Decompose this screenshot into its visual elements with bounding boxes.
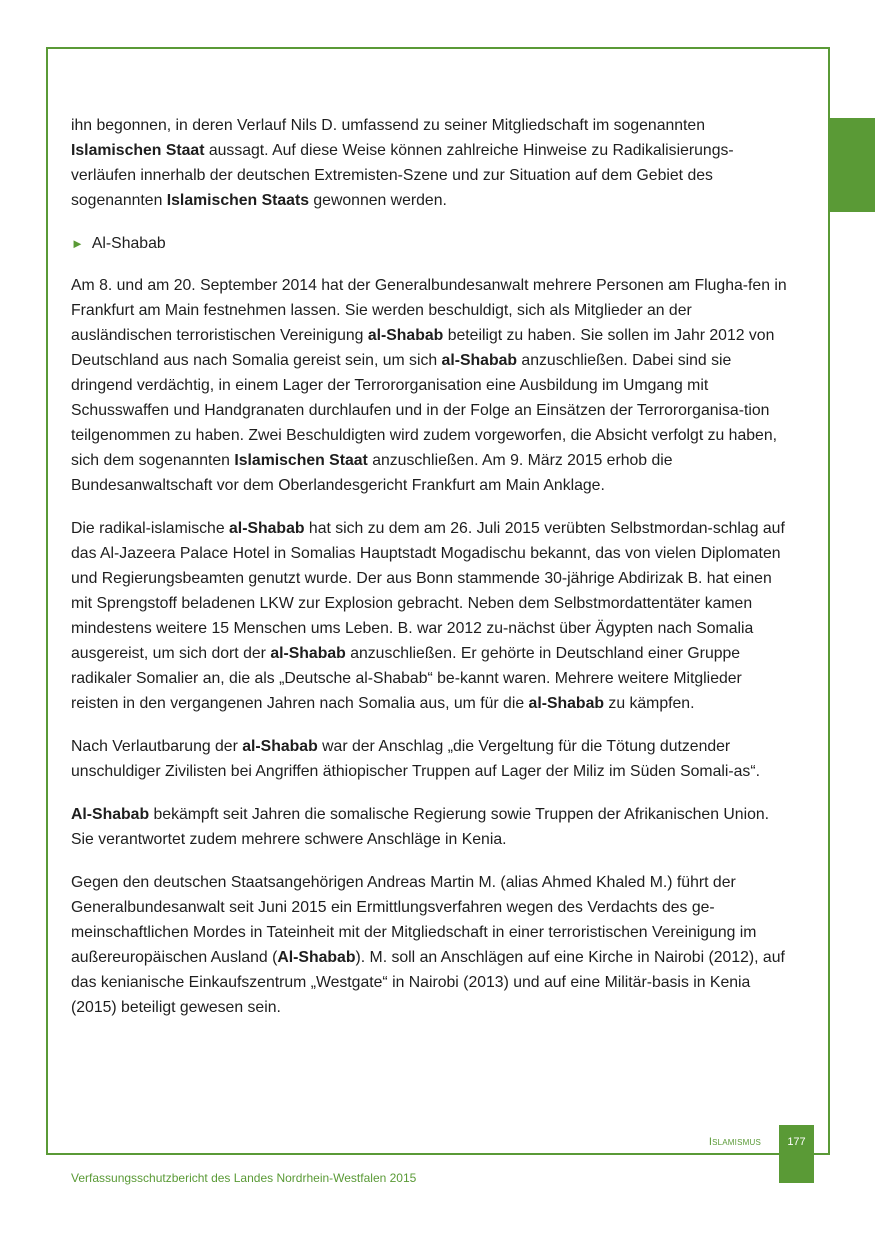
- paragraph-1: ihn begonnen, in deren Verlauf Nils D. umfassend zu seiner Mitgliedschaft im sogenannten Islamischen Staat aussagt. Auf diese Weise können zahlreiche Hinweise zu Radikalisierungs-verläufen innerhalb der deutschen Extremisten-Szene und zur Situation auf dem Gebiet des sogenannten Islamischen Staats gewonnen werden.: [71, 117, 734, 209]
- section-heading-label: Al-Shabab: [91, 235, 166, 252]
- page-number-box: [779, 1125, 814, 1183]
- paragraph-3: Die radikal-islamische al-Shabab hat sich zu dem am 26. Juli 2015 verübten Selbstmordan-schlag auf das Al-Jazeera Palace Hotel in Somalias Hauptstadt Mogadischu bekannt, das von vielen Diplomaten und Regierungsbeamten genutzt wurde. Der aus Bonn stammende 30-jährige Abdirizak B. hat einen mit Sprengstoff beladenen LKW zur Explosion gebracht. Neben dem Selbstmordattentäter kamen mindestens weitere 15 Menschen ums Leben. B. war 2012 zu-nächst über Ägypten nach Somalia ausgereist, um sich dort der al-Shabab anzuschließen. Er gehörte in Deutschland einer Gruppe radikaler Somalier an, die als „Deutsche al-Shabab“ be-kannt waren. Mehrere weitere Mitglieder reisten in den vergangenen Jahren nach Somalia aus, um für die al-Shabab zu kämpfen.: [71, 520, 785, 712]
- publication-footer: Verfassungsschutzbericht des Landes Nordrhein-Westfalen 2015: [71, 1171, 417, 1185]
- section-heading-al-shabab: [71, 231, 791, 256]
- paragraph-4: Nach Verlautbarung der al-Shabab war der Anschlag „die Vergeltung für die Tötung dutzender unschuldiger Zivilisten bei Angriffen äthiopischer Truppen auf Lager der Miliz im Süden Somali-as“.: [71, 738, 760, 780]
- running-section-title: Islamismus: [708, 1136, 761, 1148]
- paragraph-5: Al-Shabab bekämpft seit Jahren die somalische Regierung sowie Truppen der Afrikanischen Union. Sie verantwortet zudem mehrere schwere Anschläge in Kenia.: [71, 806, 770, 848]
- page-number: 177: [787, 1136, 806, 1148]
- triangle-bullet-icon: ►: [71, 236, 84, 251]
- chapter-tab-marker: [829, 118, 875, 212]
- body-text: [71, 113, 791, 1038]
- paragraph-2: Am 8. und am 20. September 2014 hat der Generalbundesanwalt mehrere Personen am Flugha-fen in Frankfurt am Main festnehmen lassen. Sie werden beschuldigt, sich als Mitglieder an der ausländischen terroristischen Vereinigung al-Shabab beteiligt zu haben. Sie sollen im Jahr 2012 von Deutschland aus nach Somalia gereist sein, um sich al-Shabab anzuschließen. Dabei sind sie dringend verdächtig, in einem Lager der Terrororganisation eine Ausbildung im Umgang mit Schusswaffen und Handgranaten durchlaufen und in der Folge an Einsätzen der Terrororganisa-tion teilgenommen zu haben. Zwei Beschuldigten wird zudem vorgeworfen, die Absicht verfolgt zu haben, sich dem sogenannten Islamischen Staat anzuschließen. Am 9. März 2015 erhob die Bundesanwaltschaft vor dem Oberlandesgericht Frankfurt am Main Anklage.: [71, 277, 787, 494]
- paragraph-6: Gegen den deutschen Staatsangehörigen Andreas Martin M. (alias Ahmed Khaled M.) führt der Generalbundesanwalt seit Juni 2015 ein Ermittlungsverfahren wegen des Verdachts des ge-meinschaftlichen Mordes in Tateinheit mit der Mitgliedschaft in einer terroristischen Vereinigung im außereuropäischen Ausland (Al-Shabab). M. soll an Anschlägen auf eine Kirche in Nairobi (2012), auf das kenianische Einkaufszentrum „Westgate“ in Nairobi (2013) und auf eine Militär-basis in Kenia (2015) beteiligt gewesen sein.: [71, 874, 785, 1016]
